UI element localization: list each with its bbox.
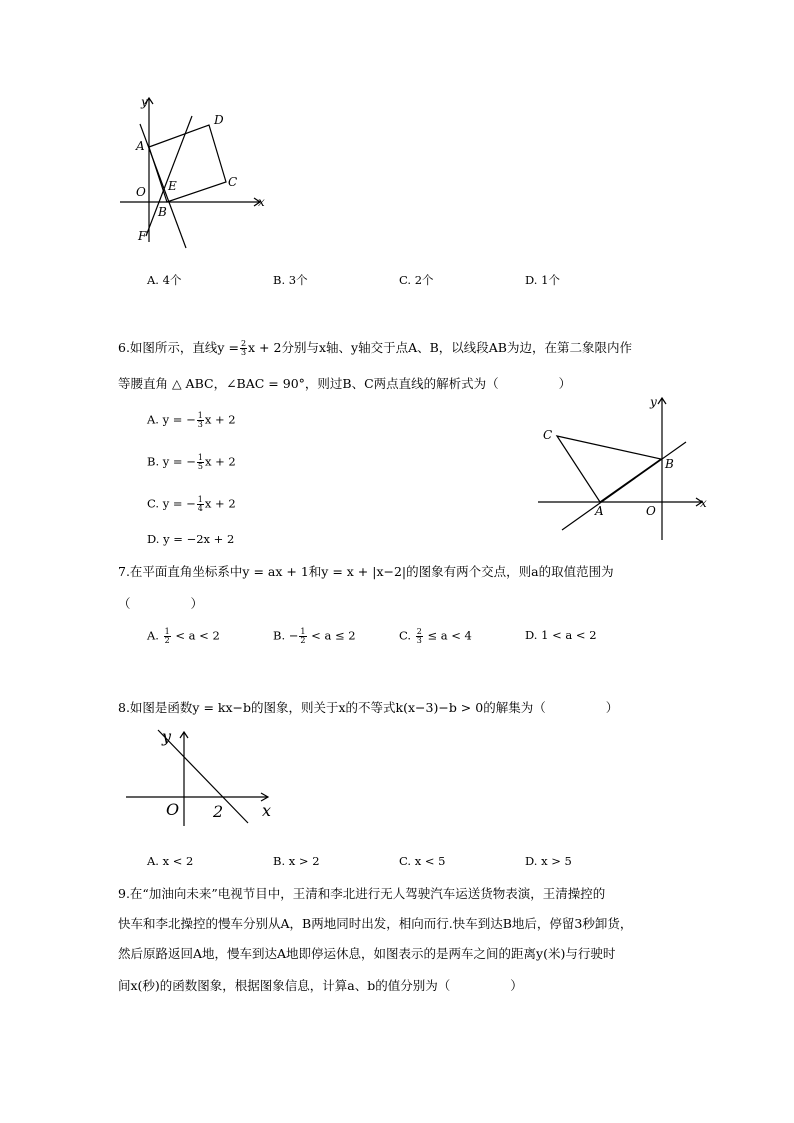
q9-stem-line3: 然后原路返回A地，慢车到达A地即停运休息，如图表示的是两车之间的距离y(米)与行驶时 bbox=[118, 946, 616, 961]
q5-option-c[interactable]: C. 2个 bbox=[399, 273, 434, 287]
fig5-label-E: E bbox=[168, 179, 177, 193]
fig6-label-O: O bbox=[646, 504, 656, 518]
q6-stem-line1: 6.如图所示，直线y = $\frac{2}{3}$ x + 2分别与x轴、y轴交于点A、B，以线段AB为边，在第二象限内作 bbox=[118, 339, 632, 357]
q7-stem-line2: （ ） bbox=[118, 596, 204, 611]
fig6-label-B: B bbox=[665, 457, 674, 471]
q8-option-a[interactable]: A. x < 2 bbox=[147, 854, 194, 868]
fig5-label-F: F bbox=[138, 229, 147, 243]
fig6-label-y: y bbox=[650, 395, 657, 409]
fig8-label-y: y bbox=[162, 727, 172, 746]
q8-stem: 8.如图是函数y = kx−b的图象，则关于x的不等式k(x−3)−b > 0的解集为（ ） bbox=[118, 700, 619, 715]
q5-figure bbox=[110, 92, 280, 252]
fig5-label-y: y bbox=[141, 95, 148, 109]
q7-option-c[interactable]: C. $\frac{2}{3}$ ≤ a < 4 bbox=[399, 627, 472, 645]
q8-option-c[interactable]: C. x < 5 bbox=[399, 854, 446, 868]
fig8-label-2: 2 bbox=[213, 802, 224, 821]
q6-option-c[interactable]: C. y = − $\frac{1}{4}$ x + 2 bbox=[147, 495, 236, 513]
q9-stem-line1: 9.在“加油向未来”电视节目中，王清和李北进行无人驾驶汽车运送货物表演，王清操控的 bbox=[118, 886, 606, 901]
q7-option-d[interactable]: D. 1 < a < 2 bbox=[525, 628, 597, 642]
fig6-label-x: x bbox=[700, 496, 707, 510]
fig5-label-C: C bbox=[228, 175, 238, 189]
q9-stem-line2: 快车和李北操控的慢车分别从A，B两地同时出发，相向而行.快车到达B地后，停留3秒卸货， bbox=[118, 916, 633, 931]
fig8-label-x: x bbox=[262, 801, 272, 820]
q9-stem-line4: 间x(秒)的函数图象，根据图象信息，计算a、b的值分别为（ ） bbox=[118, 978, 523, 993]
q7-stem-line1: 7.在平面直角坐标系中y = ax + 1和y = x + |x−2|的图象有两个交点，则a的取值范围为 bbox=[118, 564, 614, 579]
fig8-label-O: O bbox=[166, 800, 180, 819]
fig5-label-B: B bbox=[158, 205, 167, 219]
fig5-label-O: O bbox=[136, 185, 146, 199]
fig6-label-C: C bbox=[543, 428, 553, 442]
q6-option-a[interactable]: A. y = − $\frac{1}{3}$ x + 2 bbox=[147, 411, 236, 429]
fig6-label-A: A bbox=[595, 504, 604, 518]
q8-option-b[interactable]: B. x > 2 bbox=[273, 854, 320, 868]
q8-figure bbox=[118, 722, 288, 832]
q7-option-b[interactable]: B. − $\frac{1}{2}$ < a ≤ 2 bbox=[273, 627, 356, 645]
q6-figure bbox=[530, 392, 720, 542]
fig5-label-A: A bbox=[136, 139, 145, 153]
q6-option-d[interactable]: D. y = −2x + 2 bbox=[147, 532, 235, 546]
q7-option-a[interactable]: A. $\frac{1}{2}$ < a < 2 bbox=[147, 627, 220, 645]
fig5-label-D: D bbox=[214, 113, 224, 127]
q5-option-b[interactable]: B. 3个 bbox=[273, 273, 308, 287]
q5-option-a[interactable]: A. 4个 bbox=[147, 273, 182, 287]
q6-option-b[interactable]: B. y = − $\frac{1}{5}$ x + 2 bbox=[147, 453, 236, 471]
q8-option-d[interactable]: D. x > 5 bbox=[525, 854, 572, 868]
q6-stem-line2: 等腰直角 △ ABC，∠BAC = 90°，则过B、C两点直线的解析式为（ ） bbox=[118, 376, 572, 391]
fig5-label-x: x bbox=[258, 195, 265, 209]
q5-option-d[interactable]: D. 1个 bbox=[525, 273, 560, 287]
